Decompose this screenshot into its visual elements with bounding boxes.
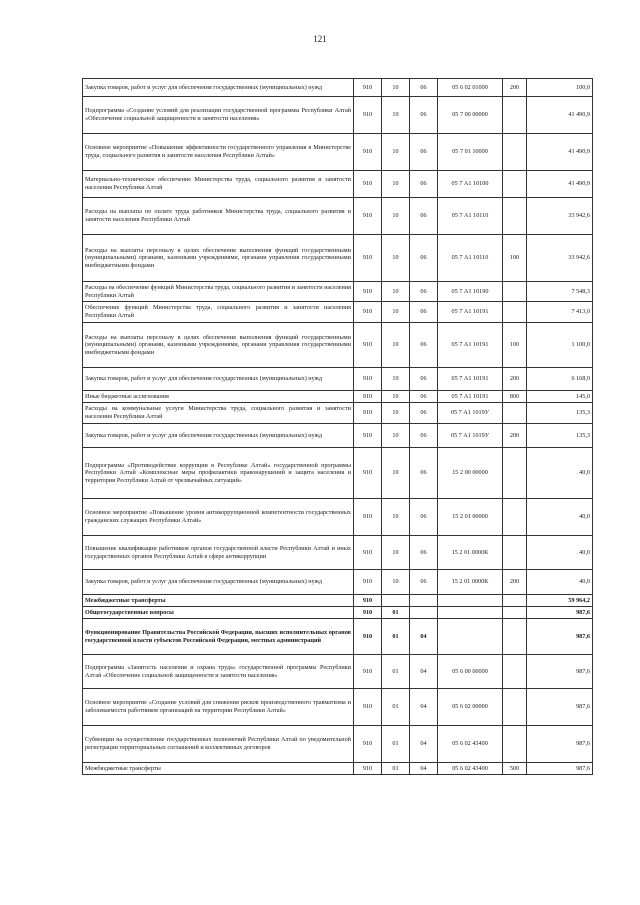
row-ministry-code: 910 — [354, 391, 382, 403]
row-description: Расходы на выплаты персоналу в целях обеспечения выполнения функций государственными (муниципальными) органами, казенными учреждениями, органами управления государственными внебюджетными фондами — [83, 235, 354, 282]
row-amount: 987,6 — [527, 763, 593, 775]
table-row — [83, 302, 593, 323]
row-expense-type: 200 — [503, 79, 527, 97]
row-section-code: 10 — [382, 171, 410, 198]
row-expense-type — [503, 282, 527, 302]
row-section-code: 10 — [382, 448, 410, 499]
row-description: Субвенции на осуществление государственных полномочий Республики Алтай по уведомительной регистрации территориальных соглашений и коллективных договоров — [83, 726, 354, 763]
row-ministry-code: 910 — [354, 79, 382, 97]
row-subsection-code: 04 — [410, 726, 438, 763]
row-subsection-code: 06 — [410, 368, 438, 391]
row-description: Расходы на выплаты по оплате труда работников Министерства труда, социального развития и занятости населения Республики Алтай — [83, 198, 354, 235]
row-expense-type — [503, 198, 527, 235]
row-amount: 1 100,0 — [527, 323, 593, 368]
row-description: Материально-техническое обеспечение Министерства труда, социального развития и занятости населения Республики Алтай — [83, 171, 354, 198]
row-target-article: 05 7 А1 10100 — [438, 171, 503, 198]
row-ministry-code: 910 — [354, 607, 382, 619]
row-description: Межбюджетные трансферты — [83, 763, 354, 775]
row-expense-type — [503, 726, 527, 763]
row-target-article: 05 7 А1 10190 — [438, 282, 503, 302]
row-subsection-code: 06 — [410, 302, 438, 323]
row-ministry-code: 910 — [354, 536, 382, 570]
table-row — [83, 368, 593, 391]
row-expense-type: 100 — [503, 323, 527, 368]
row-subsection-code: 06 — [410, 323, 438, 368]
row-ministry-code: 910 — [354, 171, 382, 198]
row-target-article: 05 7 01 10000 — [438, 134, 503, 171]
row-subsection-code: 04 — [410, 689, 438, 726]
row-section-code: 10 — [382, 235, 410, 282]
row-section-code: 10 — [382, 403, 410, 424]
row-target-article: 05 7 00 00000 — [438, 97, 503, 134]
row-target-article: 05 7 А1 1019У — [438, 403, 503, 424]
row-expense-type — [503, 536, 527, 570]
budget-table — [82, 78, 593, 775]
row-subsection-code: 06 — [410, 79, 438, 97]
row-expense-type — [503, 607, 527, 619]
row-description: Закупка товаров, работ и услуг для обеспечения государственных (муниципальных) нужд — [83, 368, 354, 391]
row-ministry-code: 910 — [354, 368, 382, 391]
row-ministry-code: 910 — [354, 689, 382, 726]
row-target-article: 05 6 02 01000 — [438, 79, 503, 97]
row-section-code: 10 — [382, 282, 410, 302]
table-row — [83, 391, 593, 403]
table-row — [83, 171, 593, 198]
row-expense-type: 200 — [503, 424, 527, 448]
table-row — [83, 499, 593, 536]
row-amount: 987,6 — [527, 607, 593, 619]
row-expense-type — [503, 171, 527, 198]
row-amount: 59 964,2 — [527, 595, 593, 607]
row-target-article — [438, 607, 503, 619]
row-description: Функционирование Правительства Российской Федерации, высших исполнительных органов государственной власти субъектов Российской Федерации, местных администраций — [83, 619, 354, 655]
table-row — [83, 655, 593, 689]
row-target-article: 05 7 А1 10191 — [438, 323, 503, 368]
row-section-code: 10 — [382, 302, 410, 323]
row-amount: 33 942,6 — [527, 235, 593, 282]
row-section-code: 10 — [382, 424, 410, 448]
row-subsection-code: 06 — [410, 424, 438, 448]
row-target-article: 15 2 01 00000 — [438, 499, 503, 536]
row-amount: 987,6 — [527, 655, 593, 689]
row-section-code: 10 — [382, 536, 410, 570]
table-row — [83, 570, 593, 595]
row-amount: 145,0 — [527, 391, 593, 403]
row-ministry-code: 910 — [354, 655, 382, 689]
row-ministry-code: 910 — [354, 595, 382, 607]
table-row — [83, 403, 593, 424]
table-row — [83, 763, 593, 775]
row-subsection-code: 04 — [410, 763, 438, 775]
row-description: Закупка товаров, работ и услуг для обеспечения государственных (муниципальных) нужд — [83, 79, 354, 97]
row-expense-type — [503, 97, 527, 134]
row-target-article: 05 6 02 43400 — [438, 763, 503, 775]
row-expense-type — [503, 499, 527, 536]
row-amount: 40,0 — [527, 448, 593, 499]
row-amount: 135,3 — [527, 403, 593, 424]
row-description: Подпрограмма «Создание условий для реализации государственной программы Республики Алтай «Обеспечение социальной защищенности и занятости населения» — [83, 97, 354, 134]
row-subsection-code: 06 — [410, 171, 438, 198]
row-expense-type — [503, 619, 527, 655]
row-expense-type — [503, 595, 527, 607]
row-target-article: 05 7 А1 10110 — [438, 235, 503, 282]
row-section-code: 01 — [382, 655, 410, 689]
row-section-code: 10 — [382, 499, 410, 536]
row-description: Основное мероприятие «Создание условий для снижения рисков производственного травматизма и заболеваемости работников организаций на территории Республики Алтай» — [83, 689, 354, 726]
row-subsection-code: 06 — [410, 282, 438, 302]
row-ministry-code: 910 — [354, 424, 382, 448]
row-subsection-code: 06 — [410, 97, 438, 134]
row-ministry-code: 910 — [354, 403, 382, 424]
row-target-article: 15 2 01 0000К — [438, 570, 503, 595]
row-ministry-code: 910 — [354, 323, 382, 368]
row-target-article: 05 7 А1 10110 — [438, 198, 503, 235]
row-target-article: 05 7 А1 1019У — [438, 424, 503, 448]
row-section-code: 01 — [382, 763, 410, 775]
row-subsection-code — [410, 595, 438, 607]
table-row — [83, 198, 593, 235]
row-description: Повышение квалификации работников органов государственной власти Республики Алтай и иных государственных органов Республики Алтай в сфере антикоррупции — [83, 536, 354, 570]
row-target-article: 15 2 01 0000К — [438, 536, 503, 570]
row-target-article — [438, 595, 503, 607]
row-description: Общегосударственные вопросы — [83, 607, 354, 619]
row-ministry-code: 910 — [354, 726, 382, 763]
row-ministry-code: 910 — [354, 134, 382, 171]
row-target-article: 05 6 02 43400 — [438, 726, 503, 763]
table-row — [83, 536, 593, 570]
row-ministry-code: 910 — [354, 302, 382, 323]
table-row — [83, 595, 593, 607]
row-ministry-code: 910 — [354, 97, 382, 134]
row-section-code: 01 — [382, 607, 410, 619]
row-ministry-code: 910 — [354, 198, 382, 235]
row-ministry-code: 910 — [354, 570, 382, 595]
row-expense-type: 500 — [503, 763, 527, 775]
row-subsection-code: 06 — [410, 570, 438, 595]
row-ministry-code: 910 — [354, 235, 382, 282]
row-expense-type — [503, 403, 527, 424]
row-expense-type — [503, 655, 527, 689]
row-amount: 40,0 — [527, 536, 593, 570]
table-row — [83, 134, 593, 171]
row-amount: 7 548,3 — [527, 282, 593, 302]
row-subsection-code: 06 — [410, 536, 438, 570]
row-section-code: 01 — [382, 726, 410, 763]
row-section-code: 01 — [382, 689, 410, 726]
row-ministry-code: 910 — [354, 448, 382, 499]
table-row — [83, 607, 593, 619]
row-subsection-code — [410, 607, 438, 619]
row-expense-type — [503, 302, 527, 323]
row-expense-type — [503, 448, 527, 499]
table-row — [83, 282, 593, 302]
row-amount: 7 413,0 — [527, 302, 593, 323]
row-description: Расходы на выплаты персоналу в целях обеспечения выполнения функций государственными (муниципальными) органами, казенными учреждениями, органами управления государственными внебюджетными фондами — [83, 323, 354, 368]
row-description: Обеспечение функций Министерства труда, социального развития и занятости населения Республики Алтай — [83, 302, 354, 323]
row-subsection-code: 06 — [410, 134, 438, 171]
row-section-code: 10 — [382, 198, 410, 235]
row-amount: 6 168,0 — [527, 368, 593, 391]
row-target-article: 15 2 00 00000 — [438, 448, 503, 499]
row-description: Расходы на коммунальные услуги Министерства труда, социального развития и занятости населения Республики Алтай — [83, 403, 354, 424]
row-description: Иные бюджетные ассигнования — [83, 391, 354, 403]
row-description: Расходы на обеспечение функций Министерства труда, социального развития и занятости населения Республики Алтай — [83, 282, 354, 302]
row-section-code: 10 — [382, 97, 410, 134]
row-amount: 40,0 — [527, 570, 593, 595]
table-row — [83, 689, 593, 726]
row-amount: 40,0 — [527, 499, 593, 536]
row-target-article: 05 6 02 00000 — [438, 689, 503, 726]
table-row — [83, 619, 593, 655]
row-section-code: 01 — [382, 619, 410, 655]
row-ministry-code: 910 — [354, 763, 382, 775]
page-number: 121 — [313, 34, 327, 44]
row-subsection-code: 06 — [410, 391, 438, 403]
row-description: Закупка товаров, работ и услуг для обеспечения государственных (муниципальных) нужд — [83, 570, 354, 595]
row-expense-type: 100 — [503, 235, 527, 282]
row-amount: 33 942,6 — [527, 198, 593, 235]
table-row — [83, 79, 593, 97]
row-expense-type: 200 — [503, 570, 527, 595]
row-subsection-code: 06 — [410, 198, 438, 235]
table-row — [83, 235, 593, 282]
row-amount: 41 490,9 — [527, 97, 593, 134]
row-target-article — [438, 619, 503, 655]
table-row — [83, 448, 593, 499]
row-ministry-code: 910 — [354, 619, 382, 655]
row-description: Закупка товаров, работ и услуг для обеспечения государственных (муниципальных) нужд — [83, 424, 354, 448]
row-subsection-code: 04 — [410, 619, 438, 655]
row-subsection-code: 06 — [410, 448, 438, 499]
row-expense-type: 200 — [503, 368, 527, 391]
row-amount: 135,3 — [527, 424, 593, 448]
row-description: Подпрограмма «Занятость населения и охрана труда» государственной программы Республики Алтай «Обеспечение социальной защищенности и занятости населения» — [83, 655, 354, 689]
row-target-article: 05 7 А1 10191 — [438, 302, 503, 323]
row-ministry-code: 910 — [354, 282, 382, 302]
row-section-code: 10 — [382, 323, 410, 368]
row-section-code: 10 — [382, 79, 410, 97]
row-section-code: 10 — [382, 368, 410, 391]
row-description: Межбюджетные трансферты — [83, 595, 354, 607]
row-amount: 987,6 — [527, 619, 593, 655]
row-amount: 987,6 — [527, 726, 593, 763]
row-subsection-code: 06 — [410, 235, 438, 282]
row-subsection-code: 06 — [410, 499, 438, 536]
row-subsection-code: 06 — [410, 403, 438, 424]
row-description: Основное мероприятие «Повышение эффективности государственного управления в Министерстве труда, социального развития и занятости населения Республики Алтай» — [83, 134, 354, 171]
row-target-article: 05 6 00 00000 — [438, 655, 503, 689]
row-target-article: 05 7 А1 10191 — [438, 368, 503, 391]
row-amount: 41 490,9 — [527, 171, 593, 198]
row-section-code: 10 — [382, 570, 410, 595]
row-section-code: 10 — [382, 391, 410, 403]
row-amount: 100,0 — [527, 79, 593, 97]
table-row — [83, 424, 593, 448]
row-target-article: 05 7 А1 10191 — [438, 391, 503, 403]
row-section-code — [382, 595, 410, 607]
row-description: Подпрограмма «Противодействие коррупции в Республике Алтай» государственной программы Республики Алтай «Комплексные меры профилактики правонарушений и защита населения и территории Республики Алтай от чрезвычайных ситуаций» — [83, 448, 354, 499]
row-expense-type — [503, 134, 527, 171]
table-row — [83, 323, 593, 368]
table-row — [83, 726, 593, 763]
table-row — [83, 97, 593, 134]
row-amount: 987,6 — [527, 689, 593, 726]
row-expense-type: 800 — [503, 391, 527, 403]
row-ministry-code: 910 — [354, 499, 382, 536]
row-section-code: 10 — [382, 134, 410, 171]
row-description: Основное мероприятие «Повышение уровня антикоррупционной компетентности государственных гражданских служащих Республики Алтай» — [83, 499, 354, 536]
row-expense-type — [503, 689, 527, 726]
row-amount: 41 490,9 — [527, 134, 593, 171]
row-subsection-code: 04 — [410, 655, 438, 689]
